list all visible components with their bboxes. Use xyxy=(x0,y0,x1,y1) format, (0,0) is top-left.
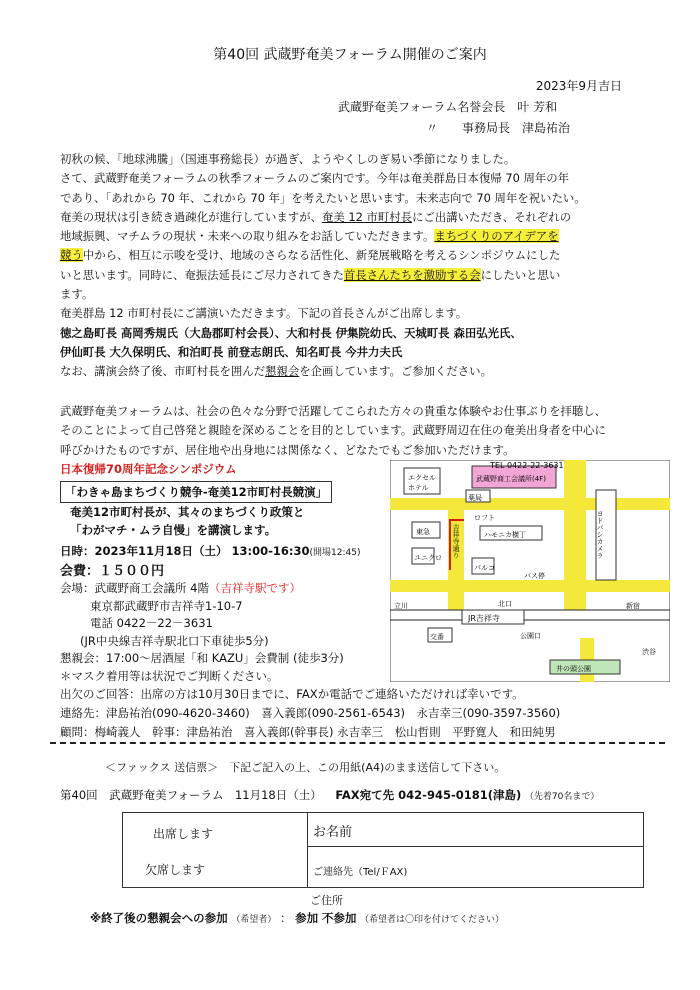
map-label: JR吉祥寺 xyxy=(468,614,500,623)
map-road xyxy=(564,460,586,620)
map-label: 東急 xyxy=(416,528,430,536)
contact-line: 連絡先：津島祐治(090-4620-3460) 喜入義郎(090-2561-6543) 永吉幸三(090-3597-3560) xyxy=(60,706,561,720)
body-text xyxy=(60,150,650,382)
contact-field[interactable]: ご連絡先（Tel/ＦAX) xyxy=(313,867,408,878)
fax-instruction: ＜ファックス 送信票＞ 下記ご記入の上、この用紙(A4)のまま送信して下さい。 xyxy=(105,761,506,774)
body-line: 初秋の候、「地球沸騰」（国連事務総長）が過ぎ、ようやくしのぎ易い季節になりました。 xyxy=(60,152,516,166)
intro-line: 呼びかけたものですが、居住地や出身地には関係なく、どなたでもご参加いただけます。 xyxy=(60,442,515,457)
map-label: TEL 0422-22-3631 xyxy=(490,461,564,470)
map-label: 渋谷 xyxy=(642,648,656,656)
party-question: ※終了後の懇親会への参加 （希望者） ： 参加 不参加 （希望者は〇印を付けてください） xyxy=(90,911,504,925)
body-line: さて、武蔵野奄美フォーラムの秋季フォーラムのご案内です。今年は奄美群島日本復帰 70 周年の年 xyxy=(60,171,570,186)
map-label: 交番 xyxy=(430,633,444,641)
map-label: 武蔵野商工会議所(4F) xyxy=(476,475,546,483)
party-yes[interactable]: 参加 xyxy=(295,911,319,925)
symposium-title: 「わきゃ島まちづくり競争-奄美12市町村長競演」 xyxy=(60,481,332,503)
intro-line: 武蔵野奄美フォーラムは、社会の色々な分野で活躍してこられた方々の貴重な体験やお仕事ぶりを拝聴し、 xyxy=(60,404,607,418)
signature-chair: 武蔵野奄美フォーラム名誉会長 叶 芳和 xyxy=(338,100,558,114)
symposium-heading: 日本復帰70周年記念シンポジウム xyxy=(60,462,237,476)
map-label: 北口 xyxy=(498,600,512,608)
body-line: 伊仙町長 大久保明氏、和泊町長 前登志朗氏、知名町長 今井力夫氏 xyxy=(60,344,403,359)
body-line: 競う中から、相互に示唆を受け、地域のさらなる活性化、新発展戦略を考えるシンポジウムにした xyxy=(60,248,561,263)
map-label: パルコ xyxy=(474,564,495,572)
map-label: 新宿 xyxy=(626,602,640,610)
map-label: 吉祥寺通り xyxy=(452,524,460,559)
name-field[interactable]: お名前 xyxy=(313,825,353,840)
body-line: 奄美の現状は引き続き過疎化が進行していますが、奄美 12 市町村長にご出講いただき、それぞれの xyxy=(60,209,572,224)
event-info: 日時：2023年11月18日（土） 13:00-16:30(開場12:45) 会費：１５００円 会場：武蔵野商工会議所 4階（吉祥寺駅です） 東京都武蔵野市吉祥寺1-10-7 電話 0422－22－3631 (JR中央線吉祥寺駅北口下車徒歩5分) 懇親会：17:00～居酒屋「和 KAZU」会費制 (徒歩3分) ＊マスク着用等は状況でご判断ください。 xyxy=(60,544,361,683)
intro-line: そのことによって自己啓発と親睦を深めることを目的としています。武蔵野周辺在住の奄美出身者を中心に xyxy=(60,423,606,438)
party-no[interactable]: 不参加 xyxy=(321,911,357,925)
date: 2023年9月吉日 xyxy=(535,79,622,93)
forum-intro xyxy=(60,402,650,460)
symposium-line: 奄美12市町村長が、其々のまちづくり政策と xyxy=(70,505,305,519)
access-map xyxy=(390,460,670,682)
map-label: バス停 xyxy=(524,572,545,580)
signature-secretary: 〃 事務局長 津島祐治 xyxy=(426,121,571,135)
map-label: ロフト xyxy=(474,514,495,522)
map-railway xyxy=(390,610,670,620)
map-label: 立川 xyxy=(394,602,408,610)
fax-event-line: 第40回 武蔵野奄美フォーラム 11月18日（土） FAX宛て先 042-945-0181(津島) （先着70名まで） xyxy=(60,788,600,802)
reply-form xyxy=(122,812,644,888)
symposium-line: 「わがマチ・ムラ自慢」を講演します。 xyxy=(70,523,277,537)
body-line: いと思います。同時に、奄振法延長にご尽力されてきた首長さんたちを激励する会にしたいと思い xyxy=(60,267,561,282)
map-road xyxy=(390,498,670,510)
map-label: 井の頭公園 xyxy=(556,665,591,673)
map-label: ホテル xyxy=(408,484,429,492)
page-title: 第40回 武蔵野奄美フォーラム開催のご案内 xyxy=(213,47,487,63)
body-line: であり、「あれから 70 年、これから 70 年」を考えたいと思います。未来志向で 70 周年を祝いたい。 xyxy=(60,190,586,205)
absent-option[interactable]: 欠席します xyxy=(145,863,206,877)
symposium-block xyxy=(60,461,380,539)
map-road xyxy=(390,580,670,592)
body-line: 地域振興、マチムラの現状・未来への取り組みをお話していただきます。まちづくりのアイデアを xyxy=(60,229,559,244)
map-label: エクセル xyxy=(408,474,436,482)
map-label: 薬局 xyxy=(468,494,482,502)
body-line: ます。 xyxy=(60,287,94,302)
map-label: ヨドバシカメラ xyxy=(596,510,604,559)
advisors-line: 顧問：梅崎義人 幹事：津島祐治 喜入義郎(幹事長) 永吉幸三 松山哲則 平野寛人 和田純男 xyxy=(60,725,556,739)
map-label: ハモニカ横丁 xyxy=(484,531,526,539)
rsvp-line: 出欠のご回答：出席の方は10月30日までに、FAXか電話でご連絡いただければ幸いです。 xyxy=(60,687,524,701)
cut-line xyxy=(50,742,665,744)
attend-option[interactable]: 出席します xyxy=(153,827,214,841)
body-line: なお、講演会終了後、市町村長を囲んだ懇親会を企画しています。ご参加ください。 xyxy=(60,364,492,379)
contact-block xyxy=(60,685,560,742)
body-line: 奄美群島 12 市町村長にご講演いただきます。下記の首長さんがご出席します。 xyxy=(60,306,468,321)
map-label: ユニクロ xyxy=(414,554,442,562)
body-line: 徳之島町長 高岡秀規氏（大島郡町村会長）、大和村長 伊集院幼氏、天城町長 森田弘光氏、 xyxy=(60,325,522,340)
map-label: 公園口 xyxy=(520,632,541,640)
address-field[interactable]: ご住所 xyxy=(310,894,343,907)
